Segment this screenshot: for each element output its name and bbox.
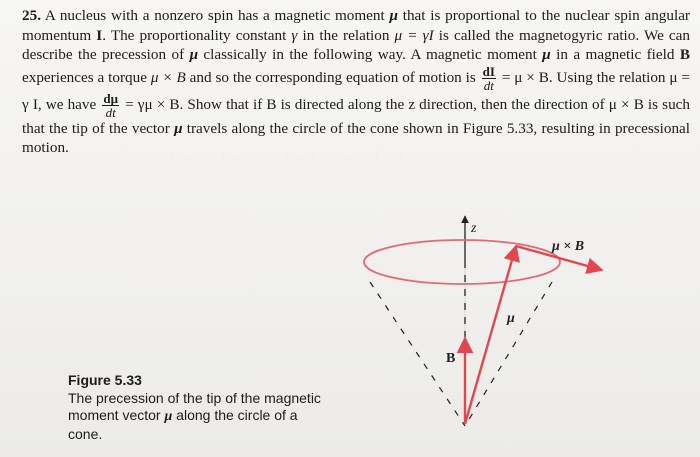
text-run: μ = γ I, we have — [22, 68, 690, 113]
symbol-gamma: γ — [291, 26, 298, 44]
z-label: z — [471, 221, 477, 236]
fraction-denominator: dt — [483, 77, 494, 93]
figure-caption — [68, 372, 328, 443]
fraction-denominator: dt — [105, 104, 116, 120]
mu-vector — [465, 246, 516, 424]
text-run: travels along the circle of the cone shown in Figure 5.33, resulting in precessional motion. — [22, 119, 691, 157]
precession-cone-figure — [340, 200, 640, 457]
problem-number: 25. — [22, 7, 41, 24]
symbol-I: I — [96, 26, 103, 44]
caption-mu: μ — [164, 409, 173, 424]
relation: μ = γI — [394, 26, 434, 44]
precession-circle — [364, 240, 560, 284]
mu-cross-B-label: μ × B — [552, 239, 585, 254]
fraction-numerator: dI — [482, 63, 495, 79]
cone-right-edge — [465, 282, 552, 426]
text-run: experiences a torque — [22, 68, 151, 86]
problem-text — [22, 6, 690, 158]
caption-title: Figure 5.33 — [68, 372, 142, 388]
mu-label: μ — [507, 311, 515, 326]
text-run: in the relation — [297, 26, 395, 44]
symbol-mu: μ — [389, 7, 398, 24]
fraction-dI-dt — [482, 65, 496, 92]
fraction-dmu-dt — [102, 92, 119, 119]
text-run: = γμ × B. Show that if B is directed along the z direction, then the direction of μ × B is such that the tip of the vector — [22, 95, 690, 137]
text-run: A nucleus with a nonzero spin has a magnetic moment — [44, 7, 390, 24]
text-run: = μ × B. Using the relation — [497, 68, 670, 86]
text-run: is called the magnetogyric ratio. We can describe the precession of — [22, 26, 690, 64]
caption-line-3: cone. — [68, 425, 103, 442]
symbol-mu: μ — [542, 46, 551, 64]
symbol-B: B — [679, 46, 690, 64]
fraction-numerator: dμ — [103, 90, 118, 106]
caption-line-1: The precession of the tip of the magnetic — [68, 389, 321, 406]
caption-line-2b: along the circle of a — [172, 407, 298, 423]
text-run: classically in the following way. A magnetic moment — [198, 46, 543, 64]
text-run: that is proportional to the nuclear spin angular momentum — [22, 7, 690, 44]
text-run: and so the corresponding equation of motion is — [185, 68, 480, 86]
caption-line-2a: moment vector — [68, 407, 165, 423]
text-run: . The proportionality constant — [102, 26, 292, 44]
bleed-through-text: · · · · · · · · · · · · · · · · · · · — [170, 150, 407, 166]
B-label: B — [446, 351, 456, 366]
symbol-mu: μ — [174, 119, 183, 137]
symbol-mu: μ — [189, 46, 199, 64]
torque: μ × B — [150, 68, 186, 86]
text-run: in a magnetic field — [550, 46, 680, 64]
